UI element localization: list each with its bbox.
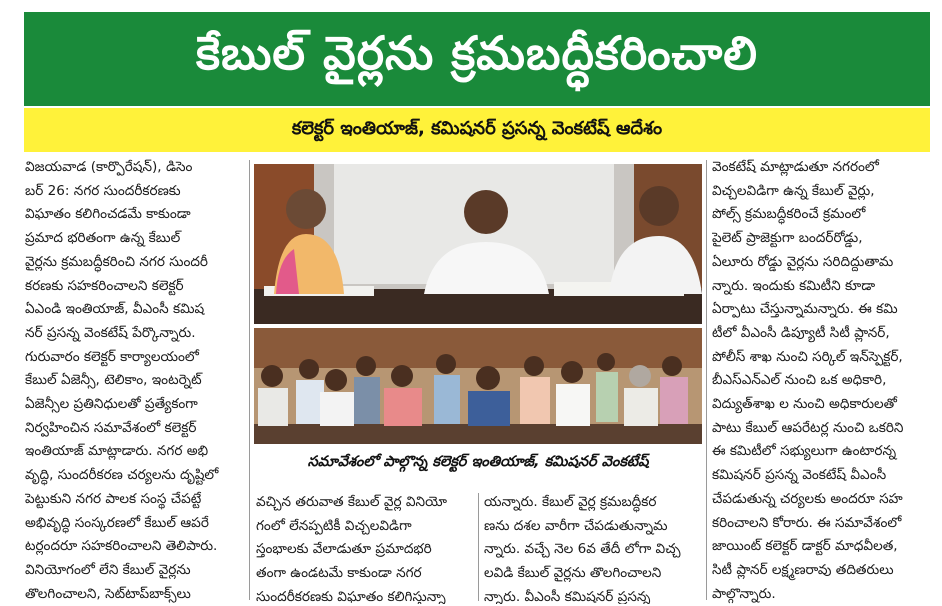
- article-line: లవిడి కేబుల్ వైర్లను తొలగించాలని: [484, 565, 662, 582]
- headline: కేబుల్ వైర్లను క్రమబద్ధీకరించాలి: [196, 26, 758, 80]
- column-divider: [478, 493, 479, 601]
- column-divider: [706, 160, 707, 600]
- article-line: జాయింట్ కలెక్టర్ డాక్టర్ మాధవీలత,: [712, 538, 898, 555]
- article-line: కరణకు సహకరించాలని కలెక్టర్: [25, 277, 184, 294]
- article-line: గంలో లేనప్పటికీ విచ్చలవిడిగా: [256, 517, 412, 534]
- article-line: బీఎస్ఎన్ఎల్ నుంచి ఒక అధికారి,: [712, 372, 887, 389]
- article-line: విఘాతం కలిగించడమే కాకుండా: [25, 206, 191, 223]
- article-line: కేబుల్ ఏజెన్సీ, టెలికాం, ఇంటర్నెట్: [25, 372, 202, 389]
- article-line: నిర్వహించిన సమావేశంలో కలెక్టర్: [25, 419, 197, 436]
- photo-caption: సమావేశంలో పాల్గొన్న కలెక్టర్ ఇంతియాజ్, కమిషనర్ వెంకటేష్: [307, 454, 649, 470]
- article-line: అభివృద్ధి సంస్కరణలో కేబుల్ ఆపరే: [25, 514, 209, 531]
- article-line: పోల్స్ క్రమబద్ధీకరించే క్రమంలో: [712, 206, 866, 223]
- article-line: న్నారు. వీఎంసీ కమిషనర్ ప్రసన్న: [484, 588, 651, 604]
- article-column-right: [712, 156, 932, 604]
- subheadline-banner: [24, 108, 930, 152]
- article-line: టీలో వీఎంసీ డిప్యూటీ సిటీ ప్లానర్,: [712, 324, 890, 341]
- article-line: వెంకటేష్ మాట్లాడుతూ నగరంలో: [712, 159, 879, 175]
- article-column-mid-1: [256, 491, 474, 604]
- article-line: ఏర్పాటు చేస్తున్నామన్నారు. ఈ కమి: [712, 301, 898, 318]
- article-line: వైర్లను క్రమబద్ధీకరించి నగర సుందరీ: [25, 253, 208, 270]
- article-line: విజయవాడ (కార్పొరేషన్), డిసెం: [25, 159, 193, 175]
- article-line: పెట్టుకుని నగర పాలక సంస్థ చేపట్టే: [25, 490, 202, 507]
- article-line: స్తంభాలకు వేలాడుతూ ప్రమాదభరి: [256, 541, 432, 558]
- subheadline: కలెక్టర్ ఇంతియాజ్, కమిషనర్ ప్రసన్న వెంకటేష్ ఆదేశం: [291, 117, 663, 139]
- article-line: నర్ ప్రసన్న వెంకటేష్ పేర్కొన్నారు.: [25, 324, 196, 341]
- article-line: కమిషనర్ ప్రసన్న వెంకటేష్ వీఎంసీ: [712, 467, 887, 484]
- article-line: తంగా ఉండటమే కాకుండా నగర: [256, 565, 422, 582]
- article-line: ఏఎండి ఇంతియాజ్, వీఎంసీ కమిష: [25, 301, 205, 318]
- article-line: ఏలూరు రోడ్డు వైర్లను సరిదిద్దుతామ: [712, 253, 894, 270]
- article-line: విచ్చలవిడిగా ఉన్న కేబుల్ వైర్లు,: [712, 182, 875, 199]
- article-line: పాటు కేబుల్ ఆపరేటర్ల నుంచి ఒకరిని: [712, 419, 904, 436]
- article-line: బర్ 26: నగర సుందరీకరణకు: [25, 182, 181, 199]
- article-line: న్నారు. వచ్చే నెల 6వ తేదీ లోగా విచ్చ: [484, 541, 681, 558]
- article-line: ఏజెన్సీల ప్రతినిధులతో ప్రత్యేకంగా: [25, 396, 198, 413]
- article-line: వచ్చిన తరువాత కేబుల్ వైర్ల వినియో: [256, 494, 447, 510]
- article-line: ణను దశల వారీగా చేపడుతున్నామ: [484, 517, 668, 534]
- article-line: పాల్గొన్నారు.: [712, 585, 776, 602]
- article-line: వినియోగంలో లేని కేబుల్ వైర్లను: [25, 561, 191, 578]
- article-line: ఈ కమిటీలో సభ్యులుగా ఉంటారన్న: [712, 443, 897, 460]
- article-line: విద్యుత్‌శాఖ ల నుంచి అధికారులతో: [712, 396, 897, 413]
- article-column-mid-2: [484, 491, 702, 604]
- article-line: తొలగించాలని, సెట్‌టాప్‌బాక్స్‌లు: [25, 585, 191, 602]
- meeting-photo: [254, 164, 702, 444]
- article-line: ప్రమాద భరితంగా ఉన్న కేబుల్: [25, 230, 181, 247]
- article-line: సుందరీకరణకు విఘాతం కలిగిస్తున్నా: [256, 588, 446, 604]
- article-line: యన్నారు. కేబుల్ వైర్ల క్రమబద్ధీకర: [484, 494, 657, 510]
- article-line: పైలెట్ ప్రాజెక్టుగా బందర్‌రోడ్డు,: [712, 230, 863, 247]
- photo-caption-box: [254, 445, 702, 483]
- article-line: ఇంతియాజ్ మాట్లాడారు. నగర అభి: [25, 443, 209, 460]
- article-column-left: [25, 156, 245, 604]
- article-line: న్నారు. ఇందుకు కమిటీని కూడా: [712, 277, 876, 294]
- headline-banner: [24, 12, 930, 106]
- column-divider: [249, 160, 250, 600]
- article-line: గురువారం కలెక్టర్ కార్యాలయంలో: [25, 348, 199, 365]
- article-line: పోలీస్ శాఖ నుంచి సర్కిల్ ఇన్‌స్పెక్టర్,: [712, 348, 903, 365]
- article-line: సిటీ ప్లానర్ లక్ష్మణరావు తదితరులు: [712, 561, 894, 578]
- meeting-photo-illustration: [254, 164, 702, 444]
- article-line: చేపడుతున్న చర్యలకు అందరూ సహ: [712, 490, 903, 507]
- article-line: కరించాలని కోరారు. ఈ సమావేశంలో: [712, 514, 902, 531]
- article-line: టర్లందరూ సహకరించాలని తెలిపారు.: [25, 538, 218, 555]
- article-line: వృద్ధి, సుందరీకరణ చర్యలను దృష్టిలో: [25, 467, 219, 484]
